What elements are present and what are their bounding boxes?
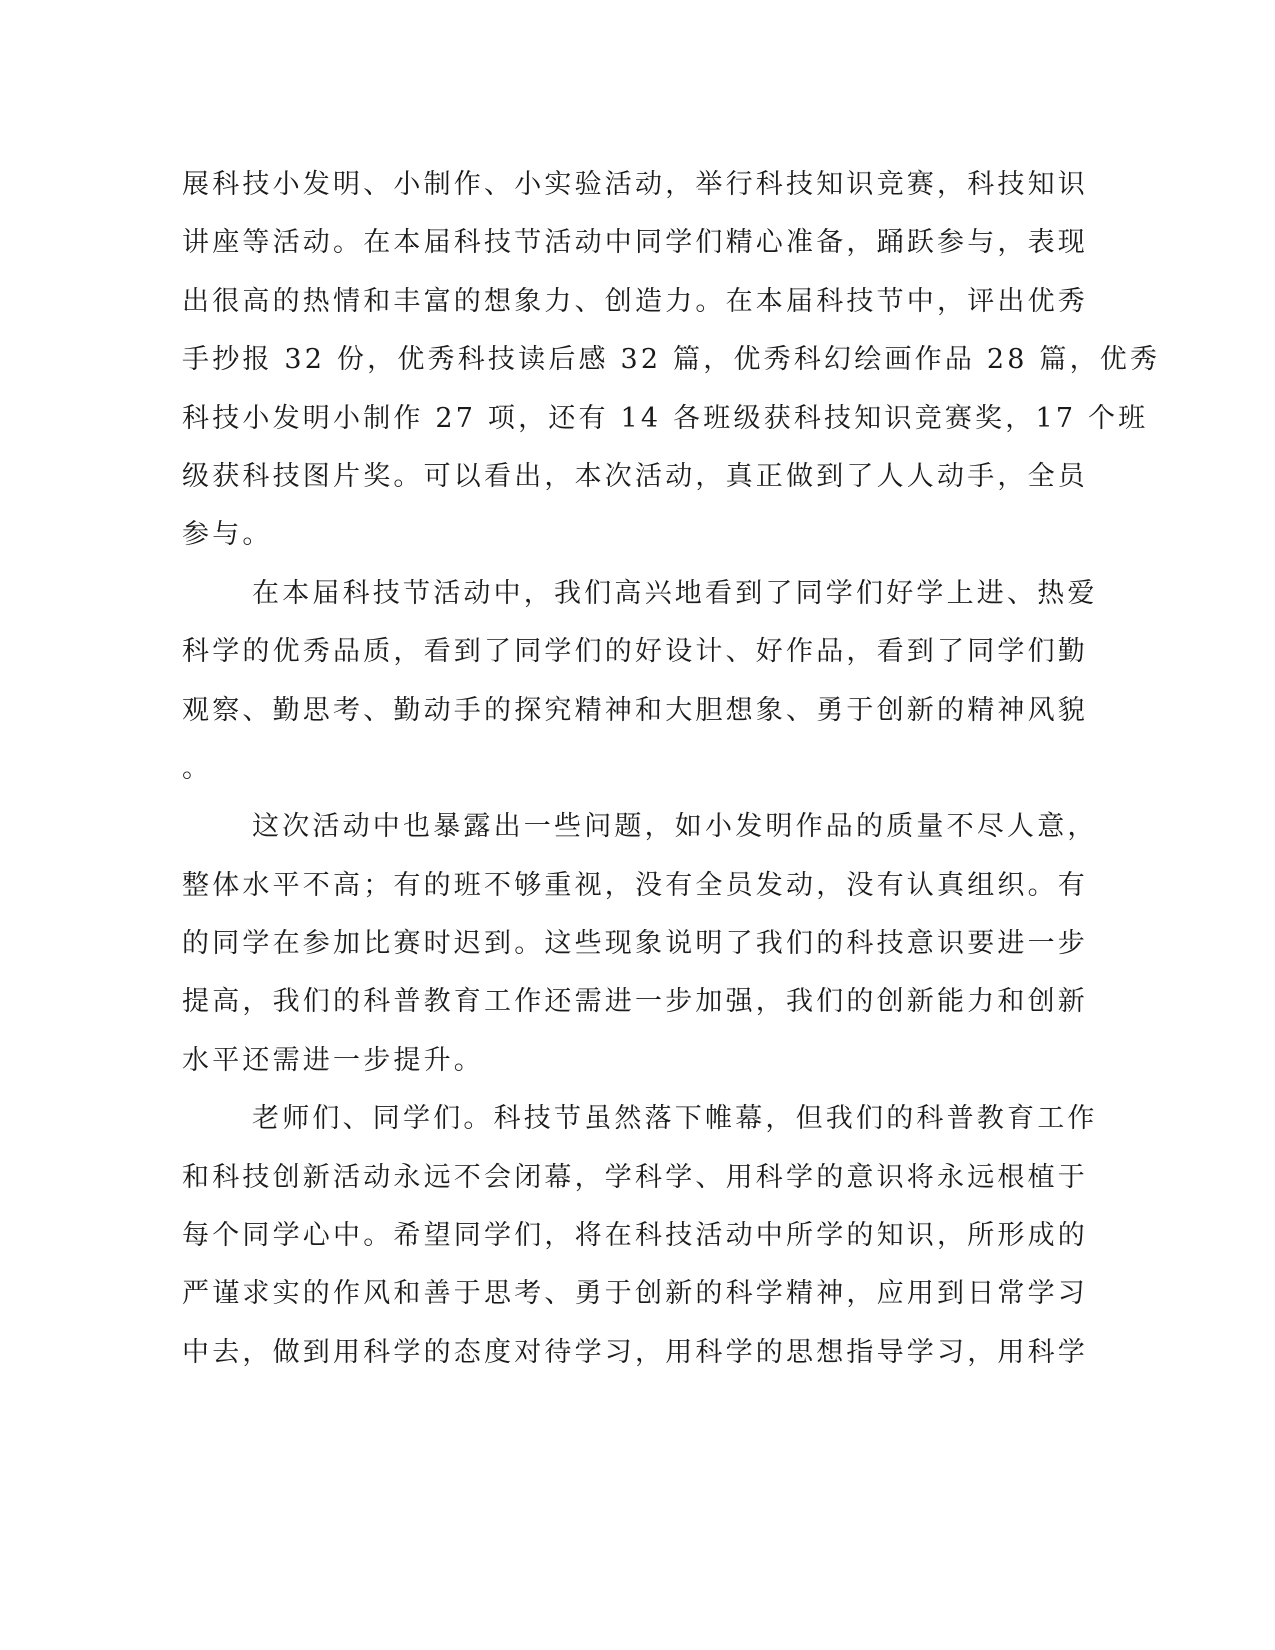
text-line: 提高，我们的科普教育工作还需进一步加强，我们的创新能力和创新 (182, 986, 1088, 1018)
text-line: 观察、勤思考、勤动手的探究精神和大胆想象、勇于创新的精神风貌 (182, 694, 1088, 726)
text-line: 严谨求实的作风和善于思考、勇于创新的科学精神，应用到日常学习 (182, 1278, 1088, 1310)
text-line: 参与。 (182, 519, 273, 551)
document-body (182, 156, 1161, 1382)
text-line: 展科技小发明、小制作、小实验活动，举行科技知识竞赛，科技知识 (182, 169, 1088, 200)
text-line: 科技小发明小制作 27 项，还有 14 各班级获科技知识竞赛奖，17 个班 (182, 402, 1149, 434)
text-line: 和科技创新活动永远不会闭幕，学科学、用科学的意识将永远根植于 (182, 1161, 1088, 1193)
text-line: 每个同学心中。希望同学们，将在科技活动中所学的知识，所形成的 (182, 1220, 1088, 1252)
text-line: 级获科技图片奖。可以看出，本次活动，真正做到了人人动手，全员 (182, 460, 1088, 492)
text-line: 出很高的热情和丰富的想象力、创造力。在本届科技节中，评出优秀 (182, 285, 1088, 317)
text-line: 水平还需进一步提升。 (182, 1044, 484, 1076)
paragraph-start-line: 这次活动中也暴露出一些问题，如小发明作品的质量不尽人意， (252, 811, 1098, 843)
paragraph-start-line: 老师们、同学们。科技节虽然落下帷幕，但我们的科普教育工作 (252, 1103, 1098, 1135)
text-line: 科学的优秀品质，看到了同学们的好设计、好作品，看到了同学们勤 (182, 636, 1088, 668)
text-line: 整体水平不高；有的班不够重视，没有全员发动，没有认真组织。有 (182, 869, 1088, 901)
text-line: 手抄报 32 份，优秀科技读后感 32 篇，优秀科幻绘画作品 28 篇，优秀 (182, 344, 1161, 376)
text-line: 的同学在参加比赛时迟到。这些现象说明了我们的科技意识要进一步 (182, 928, 1088, 960)
text-line: 。 (182, 752, 213, 784)
text-line: 中去，做到用科学的态度对待学习，用科学的思想指导学习，用科学 (182, 1336, 1088, 1368)
text-line: 讲座等活动。在本届科技节活动中同学们精心准备，踊跃参与，表现 (182, 227, 1088, 259)
paragraph-start-line: 在本届科技节活动中，我们高兴地看到了同学们好学上进、热爱 (252, 577, 1098, 609)
